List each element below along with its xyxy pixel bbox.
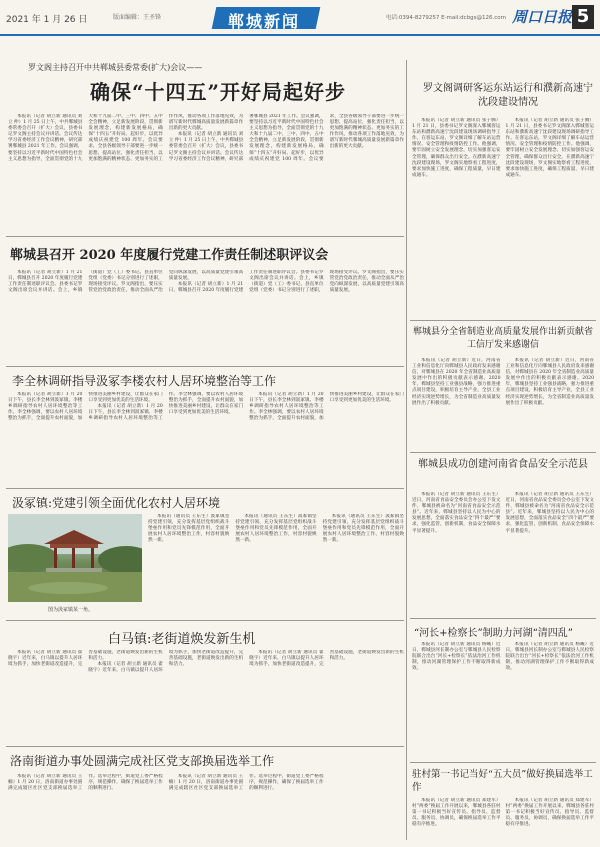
divider-r1 <box>410 320 596 321</box>
article-1-body: 本报讯（记者 胡立新 通讯员 刘立 仲）1 月 25 日上午，中共郸城县委常委会召开（扩大）会议，县委书记罗文阁主持会议并讲话。会议传达学习省委经济工作会议精神，研究部署郸城县 2021 年工作。会议强调，要坚持以习近平新时代中国特色社会主义思想为指导，全面贯彻党的十九大和十九届二中、三中、四中、五中全会精神，立足新发展阶段，贯彻新发展理念，构建新发展格局，确保“十四五”开好局、起好步，以优异成绩庆祝建党 100 周年。会议要求，全县各级领导干部要进一步统一思想、提高站位，强化责任担当，以更加饱满的精神状态、更加务实的工作作风，推动各项工作落地见效，为谱写新时代郸城高质量发展新篇章作出新的更大贡献。 本报讯（记者 胡立新 通讯员 刘立 仲）1 月 25 日上午，中共郸城县委常委会召开（扩大）会议，县委书记罗文阁主持会议并讲话。会议传达学习省委经济工作会议精神，研究部署郸城县 2021 年工作。会议强调，要坚持以习近平新时代中国特色社会主义思想为指导，全面贯彻党的十九大和十九届二中、三中、四中、五中全会精神，立足新发展阶段，贯彻新发展理念，构建新发展格局，确保“十四五”开好局、起好步，以优异成绩庆祝建党 100 周年。会议要求，全县各级领导干部要进一步统一思想、提高站位，强化责任担当，以更加饱满的精神状态、更加务实的工作作风，推动各项工作落地见效，为谱写新时代郸城高质量发展新篇章作出新的更大贡献。 <box>8 114 404 162</box>
divider-4 <box>6 620 404 621</box>
article-10-title: 驻村第一书记当好“五大员”做好换届选举工作 <box>412 769 593 793</box>
column-divider <box>406 60 407 840</box>
article-8-title: “河长+检察长”制助力河湖“清四乱” <box>414 628 573 639</box>
article-9-body: 本报讯（记者 胡立新 通讯员 翟晓宇）近年来，白马镇以提升人居环境为抓手，加快老街道改造提升，完善基础设施，老街道焕发出新的生机和活力。 本报讯（记者 胡立新 通讯员 翟晓宇）近年来，白马镇以提升人居环境为抓手，加快老街道改造提升，完善基础设施，老街道焕发出新的生机和活力。 本报讯（记者 胡立新 通讯员 翟晓宇）近年来，白马镇以提升人居环境为抓手，加快老街道改造提升，完善基础设施，老街道焕发出新的生机和活力。 <box>8 650 404 674</box>
divider-3 <box>6 488 404 489</box>
divider-r3 <box>410 618 596 619</box>
page-number: 5 <box>572 5 594 29</box>
article-1-kicker: 罗文阁主持召开中共郸城县委常委(扩大)会议—— <box>28 63 203 72</box>
pavilion-photo <box>8 514 142 602</box>
contact-info: 电话:0394-8279257 E-mail:dcbgs@126.com <box>386 15 507 21</box>
divider-1 <box>6 236 404 237</box>
section-title: 郸城新闻 <box>228 12 301 31</box>
editor-credit: 版面编辑：王圣锋 <box>113 14 162 21</box>
article-3-body: 本报讯（记者 胡立新）1 月 21 日，郸城县召开 2020 年度履行党建工作责任制述职评议会。县委书记罗文阁出席会议并讲话。会上，乡镇（街道）党（工）委书记、县直单位党组（党委）书记分别进行了述职，现场接受评议。罗文阁指出，要压实管党治党政治责任，推动全面从严治党向纵深发展，以高质量党建引领高质量发展。 本报讯（记者 胡立新）1 月 21 日，郸城县召开 2020 年度履行党建工作责任制述职评议会。县委书记罗文阁出席会议并讲话。会上，乡镇（街道）党（工）委书记、县直单位党组（党委）书记分别进行了述职，现场接受评议。罗文阁指出，要压实管党治党政治责任，推动全面从严治党向纵深发展，以高质量党建引领高质量发展。 <box>8 270 404 294</box>
article-3-title: 郸城县召开 2020 年度履行党建工作责任制述职评议会 <box>10 248 329 263</box>
divider-5 <box>6 746 404 747</box>
article-6-title: 郸城县成功创建河南省食品安全示范县 <box>418 459 588 470</box>
section-banner <box>214 3 324 31</box>
article-2-body: 本报讯（记者 胡立新 通讯员 张子腾）1 月 21 日，县委书记罗文阁深入郸城客运东站和濮新高速宁沈段建设现场调研指导工作。在客运东站，罗文阁详细了解车站运营情况、安全管理和疫情防控工作。他强调，要牢固树立安全发展理念，切实加强客运安全管理，确保群众出行安全。在濮新高速宁沈段建设现场，罗文阁实地察看工程进度，要求加快施工进度，确保工程质量，早日建成通车。 本报讯（记者 胡立新 通讯员 张子腾）1 月 21 日，县委书记罗文阁深入郸城客运东站和濮新高速宁沈段建设现场调研指导工作。在客运东站，罗文阁详细了解车站运营情况、安全管理和疫情防控工作。他强调，要牢固树立安全发展理念，切实加强客运安全管理，确保群众出行安全。在濮新高速宁沈段建设现场，罗文阁实地察看工程进度，要求加快施工进度，确保工程质量，早日建成通车。 <box>412 118 594 178</box>
article-10-body: 本报讯（记者 胡立新 通讯员 郑建军）村“两委”换届工作开展以来，郸城县各驻村第一书记积极当好宣传员、指导员、监督员、服务员、协调员，确保换届选举工作平稳有序推进。 本报讯（记者 胡立新 通讯员 郑建军）村“两委”换届工作开展以来，郸城县各驻村第一书记积极当好宣传员、指导员、监督员、服务员、协调员，确保换届选举工作平稳有序推进。 <box>412 798 594 828</box>
article-4-title: 郸城县分全省制造业高质量发展作出新贡献省工信厅发来感谢信 <box>412 327 593 350</box>
divider-r4 <box>410 762 596 763</box>
masthead-rule <box>0 34 600 36</box>
article-5-title: 李全林调研指导汲冢李楼农村人居环境整治等工作 <box>12 374 277 388</box>
article-1-title: 确保“十四五”开好局起好步 <box>90 80 347 104</box>
newspaper-logo: 周口日报 <box>512 8 573 26</box>
photo-caption: 图为汲冢镇某一角。 <box>48 607 94 613</box>
masthead <box>0 0 600 36</box>
article-2-title: 罗文阁调研客运东站运行和濮新高速宁沈段建设情况 <box>423 83 593 108</box>
article-7-title: 汲冢镇:党建引领全面优化农村人居环境 <box>12 496 221 510</box>
article-7-body: 本报讯（通讯员 王东生）汲冢镇坚持党建引领，充分发挥基层党组织战斗堡垒作用和党员先锋模范作用，全面开展农村人居环境整治工作，村容村貌焕然一新。 本报讯（通讯员 王东生）汲冢镇坚持党建引领，充分发挥基层党组织战斗堡垒作用和党员先锋模范作用，全面开展农村人居环境整治工作，村容村貌焕然一新。 本报讯（通讯员 王东生）汲冢镇坚持党建引领，充分发挥基层党组织战斗堡垒作用和党员先锋模范作用，全面开展农村人居环境整治工作，村容村貌焕然一新。 <box>148 514 404 544</box>
article-5-body: 本报讯（记者 胡立新）1 月 20 日下午，县长李全林到汲冢镇、李楼乡调研指导农村人居环境整治等工作。李全林强调，要以农村人居环境整治为抓手，全面提升农村面貌，加快推进美丽乡村建设，让群众在家门口享受到更加优美的生活环境。 本报讯（记者 胡立新）1 月 20 日下午，县长李全林到汲冢镇、李楼乡调研指导农村人居环境整治等工作。李全林强调，要以农村人居环境整治为抓手，全面提升农村面貌，加快推进美丽乡村建设，让群众在家门口享受到更加优美的生活环境。 本报讯（记者 胡立新）1 月 20 日下午，县长李全林到汲冢镇、李楼乡调研指导农村人居环境整治等工作。李全林强调，要以农村人居环境整治为抓手，全面提升农村面貌，加快推进美丽乡村建设，让群众在家门口享受到更加优美的生活环境。 <box>8 392 404 422</box>
article-4-body: 本报讯（记者 胡立新）近日，河南省工业和信息化厅向郸城县人民政府发来感谢信，对郸城县在 2020 年全省制造业高质量发展中作出的积极贡献表示感谢。2020 年，郸城县坚持工业强县战略，强力推进重点项目建设，积极培育主导产业，全县工业经济实现逆势增长，为全省制造业高质量发展作出了积极贡献。 本报讯（记者 胡立新）近日，河南省工业和信息化厅向郸城县人民政府发来感谢信，对郸城县在 2020 年全省制造业高质量发展中作出的积极贡献表示感谢。2020 年，郸城县坚持工业强县战略，强力推进重点项目建设，积极培育主导产业，全县工业经济实现逆势增长，为全省制造业高质量发展作出了积极贡献。 <box>412 358 594 406</box>
article-6-body: 本报讯（记者 胡立新 通讯员 王东生）近日，河南省食品安全委员会办公室下发文件，郸城县被命名为“河南省食品安全示范县”。近年来，郸城县坚持以人民为中心的发展思想，全面落实食品安全“四个最严”要求，强化监管，创新机制，食品安全保障水平显著提升。 本报讯（记者 胡立新 通讯员 王东生）近日，河南省食品安全委员会办公室下发文件，郸城县被命名为“河南省食品安全示范县”。近年来，郸城县坚持以人民为中心的发展思想，全面落实食品安全“四个最严”要求，强化监管，创新机制，食品安全保障水平显著提升。 <box>412 492 594 534</box>
article-11-title: 洛南街道办事处圆满完成社区党支部换届选举工作 <box>10 754 275 768</box>
divider-2 <box>6 366 404 367</box>
divider-r2 <box>410 452 596 453</box>
issue-date: 2021 年 1 月 26 日 <box>6 15 88 25</box>
article-9-title: 白马镇:老街道焕发新生机 <box>108 632 256 647</box>
article-8-body: 本报讯（记者 胡立新 通讯员 杨曦）近日，郸城县河长制办公室与郸城县人民检察院联合出台“河长+检察长”依法治河工作机制，推动河湖管理保护工作不断取得新成效。 本报讯（记者 胡立新 通讯员 杨曦）近日，郸城县河长制办公室与郸城县人民检察院联合出台“河长+检察长”依法治河工作机制，推动河湖管理保护工作不断取得新成效。 <box>412 642 594 672</box>
article-11-body: 本报讯（记者 胡立新 通讯员 王楠）1 月 20 日，洛南街道办事处圆满完成辖区社区党支部换届选举工作。选举过程中，街道党工委严格程序，规范操作，确保了换届选举工作的顺利进行。 本报讯（记者 胡立新 通讯员 王楠）1 月 20 日，洛南街道办事处圆满完成辖区社区党支部换届选举工作。选举过程中，街道党工委严格程序，规范操作，确保了换届选举工作的顺利进行。 <box>8 774 324 792</box>
